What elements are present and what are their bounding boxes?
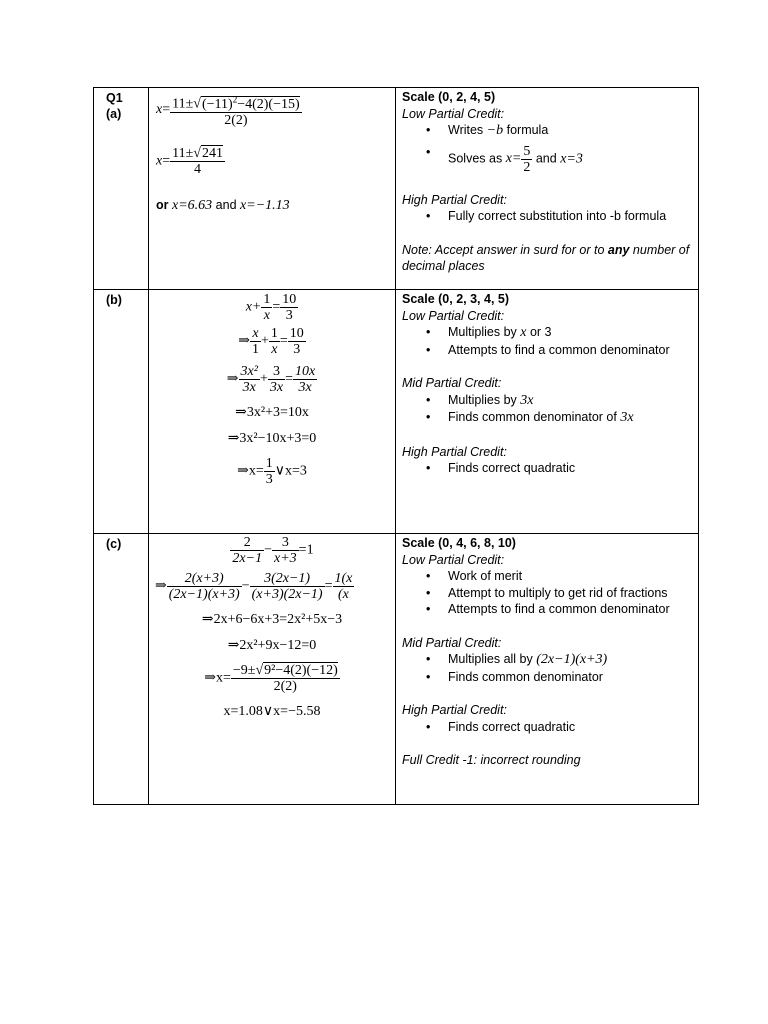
mid-credit-list	[402, 651, 692, 685]
working-cell	[149, 534, 396, 805]
list-item: • Fully correct substitution into -b formula	[448, 208, 692, 225]
mid-credit-list	[402, 392, 692, 427]
list-item: • Writes −b formula	[448, 122, 692, 140]
table-row	[94, 290, 699, 534]
list-item: • Multiplies all by (2x−1)(x+3)	[448, 651, 692, 669]
working-cell	[149, 88, 396, 290]
part-label: (b)	[106, 293, 122, 307]
scale-heading: Scale (0, 2, 4, 5)	[402, 90, 496, 104]
list-item: • Finds correct quadratic	[448, 460, 692, 477]
list-item: • Solves as x= $\frac{5}{2}$ and x=3	[448, 144, 692, 175]
table-row	[94, 534, 699, 805]
part-label: (a)	[106, 107, 122, 121]
list-item: • Attempt to multiply to get rid of fractions	[448, 585, 692, 602]
equation-line: ⇒x= $\frac{1}{3}$ ∨x=3	[237, 456, 307, 487]
question-label-cell	[94, 290, 149, 534]
list-item: • Attempts to find a common denominator	[448, 601, 692, 618]
marking-cell	[396, 534, 699, 805]
working-cell	[149, 290, 396, 534]
working-steps	[149, 534, 395, 727]
mid-credit-heading: Mid Partial Credit:	[402, 376, 502, 390]
equation-line: x+ $\frac{1}{x}$ = $\frac{10}{3}$	[245, 292, 297, 323]
fraction: $\frac{11\pm√241}{4}$	[172, 146, 223, 177]
equation-line: ⇒x= $\frac{\text{−9±√9²−4(2)(−12)}}{2(2)}$	[204, 663, 338, 694]
list-item: • Work of merit	[448, 568, 692, 585]
equation-line: ⇒2x²+9x−12=0	[227, 638, 317, 653]
low-credit-heading: Low Partial Credit:	[402, 106, 505, 121]
equation-line: ⇒ $\frac{2(x+3)}{(2x-1)(x+3)}$ − $\frac{3(2x-1)}{(x+3)(2x-1)}$ = $\frac{1(x}{(x}$	[155, 571, 353, 602]
high-credit-heading: High Partial Credit:	[402, 444, 507, 459]
high-credit-list	[402, 208, 692, 225]
low-credit-heading: Low Partial Credit:	[402, 552, 505, 567]
equation-line: x= $\frac{11\pm√241}{4}$	[156, 146, 223, 177]
fraction: $\frac{11\pm√(-11)^2-4(2)(-15)}{2(2)}$	[172, 94, 300, 128]
table-row	[94, 88, 699, 290]
question-number: Q1	[106, 91, 123, 105]
note-text: Note: Accept answer in surd for or to any number of decimal places	[402, 242, 690, 273]
solution-line: or x=6.63 and x=−1.13	[156, 198, 290, 213]
low-credit-list	[402, 568, 692, 618]
question-label-cell	[94, 534, 149, 805]
high-credit-list	[402, 460, 692, 477]
low-credit-heading: Low Partial Credit:	[402, 308, 505, 323]
marking-scheme-table	[93, 87, 699, 805]
equation-line: ⇒ $\frac{x}{1}$ + $\frac{1}{x}$ = $\frac{10}{3}$	[238, 326, 304, 357]
list-item: • Finds common denominator	[448, 669, 692, 686]
scale-heading: Scale (0, 2, 3, 4, 5)	[402, 292, 510, 306]
question-label-cell	[94, 88, 149, 290]
equation-line: x= $\frac{11\pm√(-11)^2-4(2)(-15)}{2(2)}$	[156, 94, 300, 128]
low-credit-list	[402, 324, 692, 358]
equation-line: ⇒3x²−10x+3=0	[227, 431, 317, 446]
mid-credit-heading: Mid Partial Credit:	[402, 635, 502, 650]
high-credit-heading: High Partial Credit:	[402, 192, 507, 207]
list-item: • Finds common denominator of 3x	[448, 409, 692, 427]
list-item: • Multiplies by x or 3	[448, 324, 692, 342]
working-steps	[149, 290, 395, 490]
full-credit-note: Full Credit -1: incorrect rounding	[402, 753, 581, 767]
high-credit-heading: High Partial Credit:	[402, 703, 507, 717]
equation-line: ⇒2x+6−6x+3=2x²+5x−3	[201, 612, 343, 627]
marking-cell	[396, 290, 699, 534]
marking-cell	[396, 88, 699, 290]
high-credit-list	[402, 719, 692, 736]
equation-line: x=1.08∨x=−5.58	[223, 704, 321, 719]
part-label: (c)	[106, 537, 122, 551]
low-credit-list	[402, 122, 692, 175]
equation-line: $\frac{2}{2x-1}$ − $\frac{3}{x+3}$ =1	[232, 535, 314, 566]
scale-heading: Scale (0, 4, 6, 8, 10)	[402, 536, 516, 550]
list-item: • Finds correct quadratic	[448, 719, 692, 736]
list-item: • Multiplies by 3x	[448, 392, 692, 410]
equation-line: ⇒3x²+3=10x	[235, 405, 309, 420]
equation-line: ⇒ $\frac{\text{3x²}}{3x}$ + $\frac{3}{3x}$ = $\frac{10x}{3x}$	[226, 364, 316, 395]
list-item: • Attempts to find a common denominator	[448, 342, 692, 359]
